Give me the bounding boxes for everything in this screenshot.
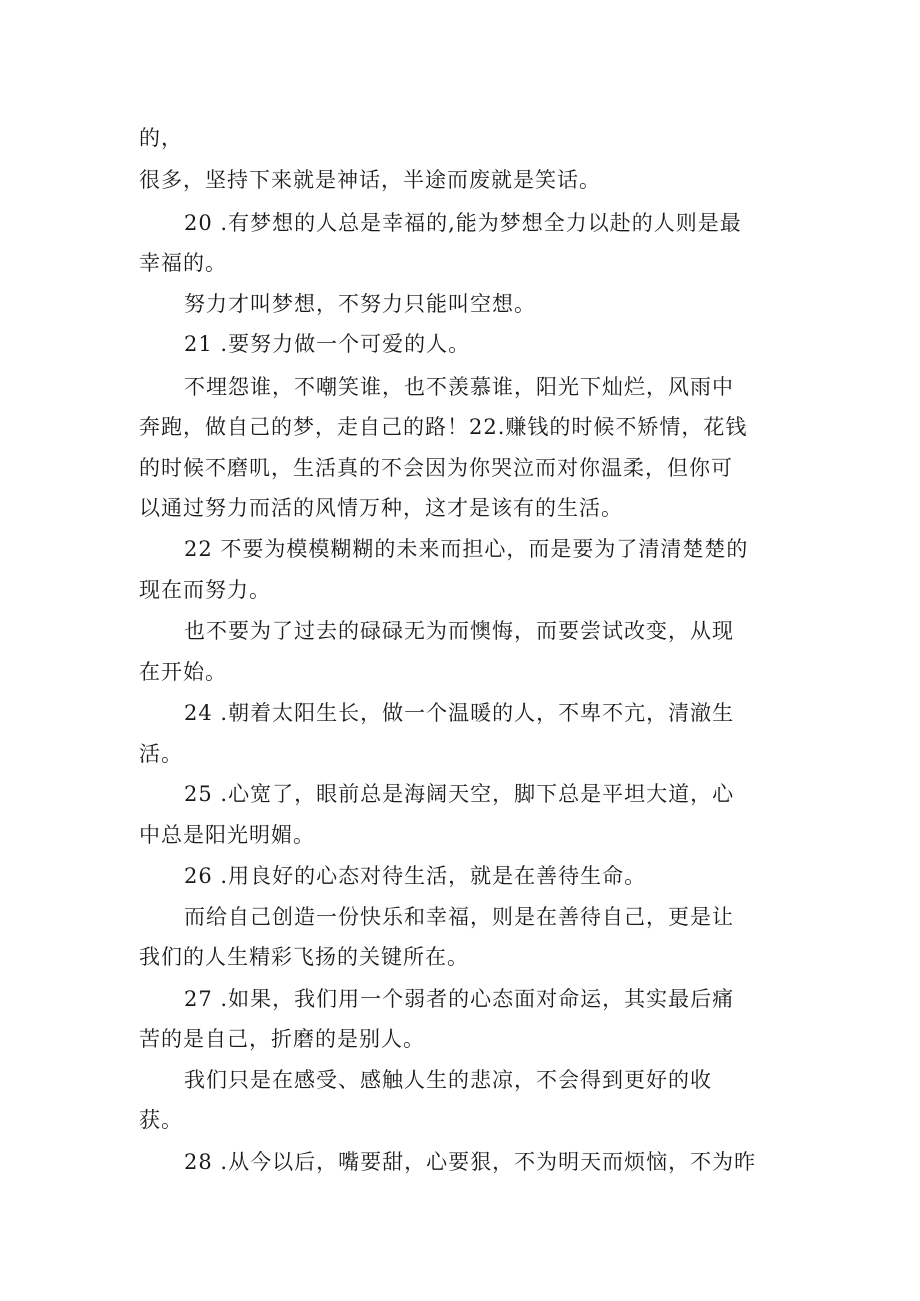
text-line-24: 我们只是在感受、感触人生的悲凉，不会得到更好的收	[184, 1068, 712, 1092]
text-line-21: 我们的人生精彩飞扬的关键所在。	[139, 945, 469, 969]
text-line-17: 25 .心宽了，眼前总是海阔天空，脚下总是平坦大道，心	[184, 782, 735, 806]
text-line-18: 中总是阳光明媚。	[139, 823, 315, 847]
text-line-19: 26 .用良好的心态对待生活，就是在善待生命。	[184, 864, 647, 888]
text-line-1: 的，	[139, 126, 183, 150]
text-line-6: 21 .要努力做一个可爱的人。	[184, 332, 471, 356]
text-line-5: 努力才叫梦想，不努力只能叫空想。	[184, 292, 536, 316]
text-line-11: 22 不要为模模糊糊的未来而担心，而是要为了清清楚楚的	[184, 537, 749, 561]
text-line-12: 现在而努力。	[139, 578, 271, 602]
text-line-23: 苦的是自己，折磨的是别人。	[139, 1027, 425, 1051]
text-line-20: 而给自己创造一份快乐和幸福，则是在善待自己，更是让	[184, 905, 734, 929]
text-line-7: 不埋怨谁，不嘲笑谁，也不羡慕谁，阳光下灿烂，风雨中	[184, 375, 734, 399]
text-line-16: 活。	[139, 742, 183, 766]
text-line-26: 28 .从今以后，嘴要甜，心要狠，不为明天而烦恼，不为昨	[184, 1150, 757, 1174]
text-line-3: 20 .有梦想的人总是幸福的,能为梦想全力以赴的人则是最	[184, 211, 742, 235]
text-line-25: 获。	[139, 1108, 183, 1132]
text-line-13: 也不要为了过去的碌碌无为而懊悔，而要尝试改变，从现	[184, 619, 734, 643]
text-line-2: 很多，坚持下来就是神话，半途而废就是笑话。	[139, 168, 601, 192]
text-line-8: 奔跑，做自己的梦，走自己的路！22.赚钱的时候不矫情，花钱	[139, 415, 748, 439]
text-line-10: 以通过努力而活的风情万种，这才是该有的生活。	[139, 496, 623, 520]
text-line-9: 的时候不磨叽，生活真的不会因为你哭泣而对你温柔，但你可	[139, 456, 733, 480]
text-line-22: 27 .如果，我们用一个弱者的心态面对命运，其实最后痛	[184, 987, 735, 1011]
text-line-14: 在开始。	[139, 660, 227, 684]
text-line-4: 幸福的。	[139, 251, 227, 275]
text-line-15: 24 .朝着太阳生长，做一个温暖的人，不卑不亢，清澈生	[184, 701, 735, 725]
